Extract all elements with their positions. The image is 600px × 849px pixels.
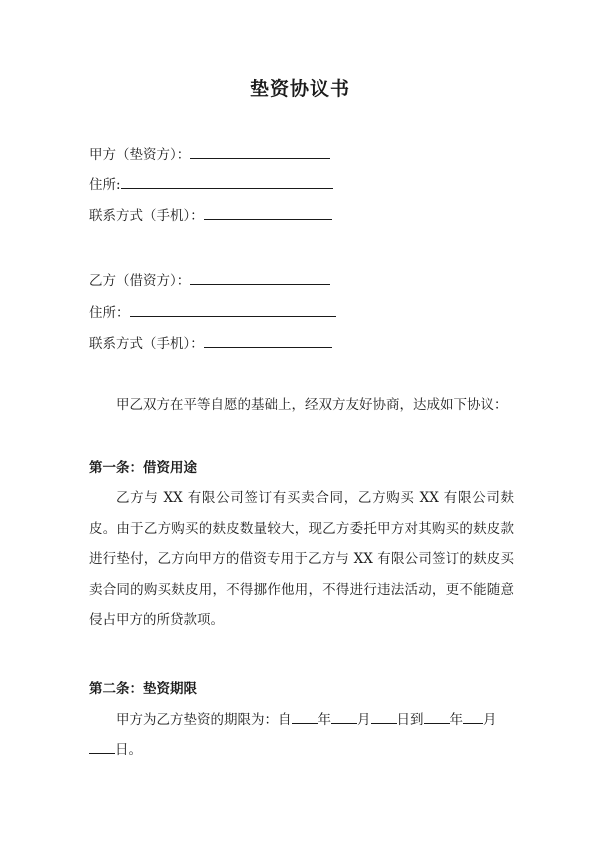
party-a-contact-label: 联系方式（手机）： (89, 208, 204, 224)
document-title: 垫资协议书 (249, 78, 350, 100)
party-b-name-blank (190, 270, 330, 285)
article-2-text-prefix: 甲方为乙方垫资的期限为：自 (116, 712, 292, 728)
party-b-contact-line (89, 333, 332, 354)
party-a-name-line (89, 144, 330, 165)
day-end-label: 日。 (115, 742, 142, 758)
party-b-name-label: 乙方（借资方）： (89, 273, 191, 289)
month-2-blank (463, 709, 483, 724)
article-2-heading: 第二条：垫资期限 (89, 681, 197, 697)
party-a-contact-line (89, 205, 332, 226)
day-to-label: 日到 (396, 712, 424, 728)
month-2-label: 月 (483, 712, 497, 728)
party-a-name-label: 甲方（垫资方）： (89, 147, 191, 163)
intro-paragraph: 甲乙双方在平等自愿的基础上，经双方友好协商，达成如下协议： (116, 397, 508, 413)
party-b-contact-label: 联系方式（手机）： (89, 336, 204, 352)
year-2-label: 年 (449, 712, 463, 728)
party-a-address-blank (121, 174, 333, 189)
party-b-name-line (89, 270, 330, 291)
party-a-name-blank (190, 144, 330, 159)
article-1-heading: 第一条：借资用途 (89, 460, 197, 476)
article-1-body: 乙方与 XX 有限公司签订有买卖合同，乙方购买 XX 有限公司麸皮。由于乙方购买的麸皮数量较大，现乙方委托甲方对其购买的麸皮款进行垫付，乙方向甲方的借资专用于乙方与 XX 有限公司签订的麸皮买卖合同的购买麸皮用，不得挪作他用，不得进行违法活动，更不能随意侵占甲方的所贷款项。 (89, 490, 514, 628)
party-a-address-line (89, 174, 333, 195)
day-2-blank (89, 739, 115, 754)
party-a-contact-blank (204, 205, 332, 220)
year-1-blank (292, 709, 318, 724)
party-b-contact-blank (204, 333, 332, 348)
article-2-body (89, 705, 514, 765)
year-2-blank (424, 709, 450, 724)
party-b-address-line (89, 302, 336, 323)
month-1-label: 月 (357, 712, 371, 728)
year-1-label: 年 (317, 712, 331, 728)
month-1-blank (331, 709, 357, 724)
party-b-address-label: 住所： (89, 305, 130, 321)
party-a-address-label: 住所: (89, 177, 121, 193)
party-b-address-blank (130, 302, 336, 317)
day-1-blank (371, 709, 397, 724)
